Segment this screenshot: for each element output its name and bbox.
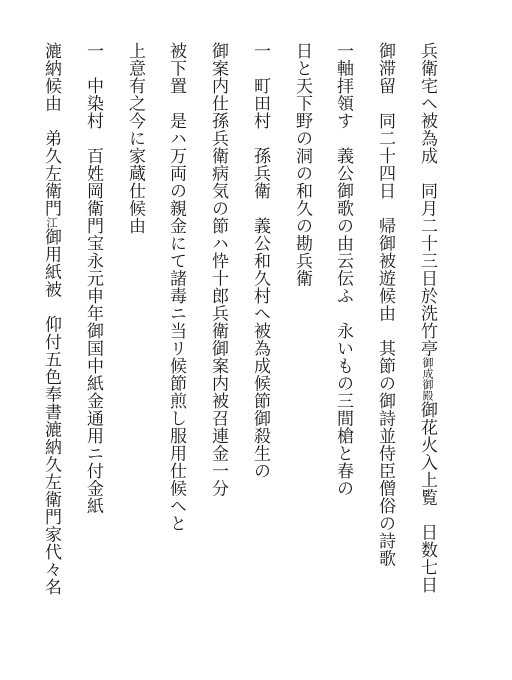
text-column-9 bbox=[80, 42, 106, 515]
column-text: 被下置 是ハ万両の親金にて諸毒ニ当リ候節煎し服用仕候へと bbox=[166, 42, 186, 532]
column-text: 御花火入上覧 日数七日 bbox=[417, 401, 437, 594]
text-column-8 bbox=[122, 42, 148, 235]
column-text: 一軸拝領す 義公御歌の由云伝ふ 永いもの三間槍と春の bbox=[333, 42, 353, 497]
column-text: 日と天下野の洞の和久の勘兵衛 bbox=[292, 42, 312, 287]
text-column-3 bbox=[330, 42, 356, 497]
text-column-4 bbox=[289, 42, 315, 287]
column-text: 一 町田村 孫兵衛 義公和久村へ被為成候節御殺生の bbox=[250, 42, 270, 480]
text-column-2 bbox=[372, 42, 398, 567]
text-column-6 bbox=[205, 42, 231, 497]
text-column-10 bbox=[38, 42, 64, 596]
text-column-7 bbox=[163, 42, 189, 532]
text-column-1 bbox=[414, 42, 440, 594]
interlinear-note-line: 御殿 bbox=[421, 379, 434, 401]
interlinear-note-line: 江 bbox=[45, 217, 58, 228]
column-text: 漉納候由 弟久左衛門 bbox=[41, 42, 61, 217]
interlinear-note-line: 御成 bbox=[421, 357, 434, 379]
text-column-5 bbox=[247, 42, 273, 480]
column-text: 御滞留 同二十四日 帰御被遊候由 其節の御詩並侍臣僧俗の詩歌 bbox=[375, 42, 395, 567]
column-text: 上意有之今に家蔵仕候由 bbox=[125, 42, 145, 235]
interlinear-note bbox=[421, 357, 433, 401]
column-text: 一 中染村 百姓岡衛門宝永元申年御国中紙金通用ニ付金紙 bbox=[83, 42, 103, 515]
interlinear-note bbox=[45, 217, 57, 228]
column-text: 御用紙被 仰付五色奉書漉納久左衛門家代々名 bbox=[41, 228, 61, 596]
column-text: 兵衛宅へ被為成 同月二十三日於洗竹亭 bbox=[417, 42, 437, 357]
column-text: 御案内仕孫兵衛病気の節ハ忰十郎兵衛御案内被召連金一分 bbox=[208, 42, 228, 497]
